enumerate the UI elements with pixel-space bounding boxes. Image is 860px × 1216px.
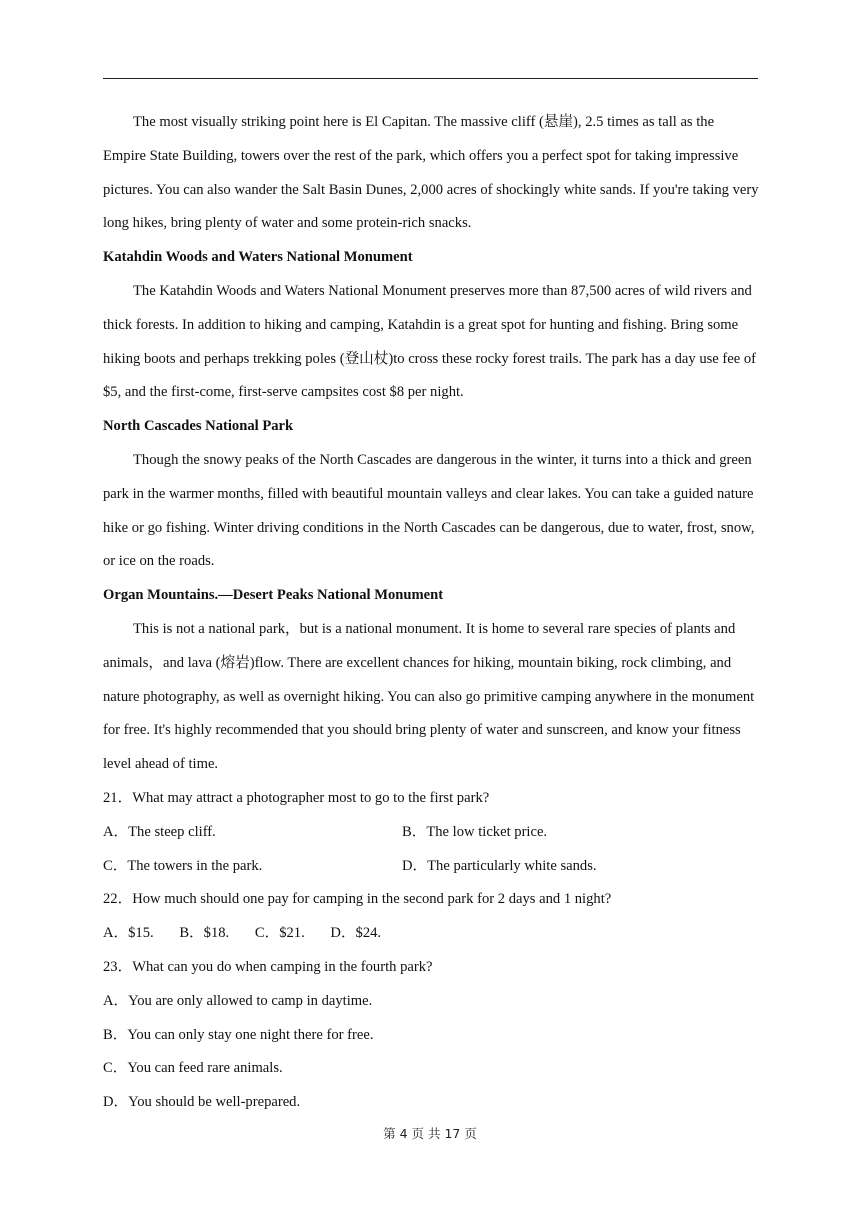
question-22-option-a: A．$15. [103, 925, 154, 942]
question-21-options-row-1 [103, 816, 759, 850]
header-rule [103, 78, 758, 79]
paragraph-north-cascades: Though the snowy peaks of the North Cascades are dangerous in the winter, it turns into a thick and green park in the warmer months, filled with beautiful mountain valleys and clear lakes. You can take a guided nature hike or go fishing. Winter driving conditions in the North Cascades can be dangerous, due to water, frost, snow, or ice on the roads. [103, 451, 755, 570]
question-23-stem: 23．What can you do when camping in the fourth park? [103, 958, 433, 975]
question-22-option-b: B．$18. [179, 925, 230, 942]
question-21-option-a: A．The steep cliff. [103, 823, 216, 840]
question-23-option-d: D．You should be well-prepared. [103, 1094, 301, 1111]
paragraph-katahdin: The Katahdin Woods and Waters National Monument preserves more than 87,500 acres of wild rivers and thick forests. In addition to hiking and camping, Katahdin is a great spot for hunting and fishing. Bring some hiking boots and perhaps trekking poles (登山杖)to cross these rocky forest trails. The park has a day use fee of $5, and the first-come, first-serve campsites cost $8 per night. [103, 282, 757, 401]
question-21-options-row-2 [103, 850, 759, 884]
question-21-option-d: D．The particularly white sands. [402, 857, 597, 874]
paragraph-el-capitan: The most visually striking point here is El Capitan. The massive cliff (悬崖), 2.5 times as tall as the Empire State Building, towers over the rest of the park, which offers you a perfect spot for taking impressive pictures. You can also wander the Salt Basin Dunes, 2,000 acres of shockingly white sands. If you're taking very long hikes, bring plenty of water and some protein-rich snacks. [103, 114, 759, 232]
question-21-stem: 21．What may attract a photographer most to go to the first park? [103, 789, 490, 806]
heading-katahdin: Katahdin Woods and Waters National Monument [103, 249, 413, 266]
question-22-options [103, 917, 759, 951]
question-22-option-c: C．$21. [254, 925, 305, 942]
question-23-option-b: B．You can only stay one night there for free. [103, 1026, 374, 1043]
paragraph-organ-mountains: This is not a national park，but is a national monument. It is home to several rare species of plants and animals，and lava (熔岩)flow. There are excellent chances for hiking, mountain biking, rock climbing, and nature photography, as well as overnight hiking. You can also go primitive camping anywhere in the monument for free. It's highly recommended that you should bring plenty of water and sunscreen, and know your fitness level ahead of time. [103, 620, 755, 773]
question-23-option-c: C．You can feed rare animals. [103, 1060, 283, 1077]
page-content [103, 106, 759, 1120]
question-23-option-a: A．You are only allowed to camp in daytime. [103, 992, 373, 1009]
question-22-stem: 22．How much should one pay for camping in the second park for 2 days and 1 night? [103, 891, 612, 908]
question-21-option-c: C．The towers in the park. [103, 857, 263, 874]
page-footer: 第 4 页 共 17 页 [383, 1126, 477, 1141]
question-22-option-d: D．$24. [330, 925, 382, 942]
heading-north-cascades: North Cascades National Park [103, 418, 294, 435]
question-21-option-b: B．The low ticket price. [402, 823, 548, 840]
heading-organ-mountains: Organ Mountains.—Desert Peaks National Monument [103, 587, 444, 604]
